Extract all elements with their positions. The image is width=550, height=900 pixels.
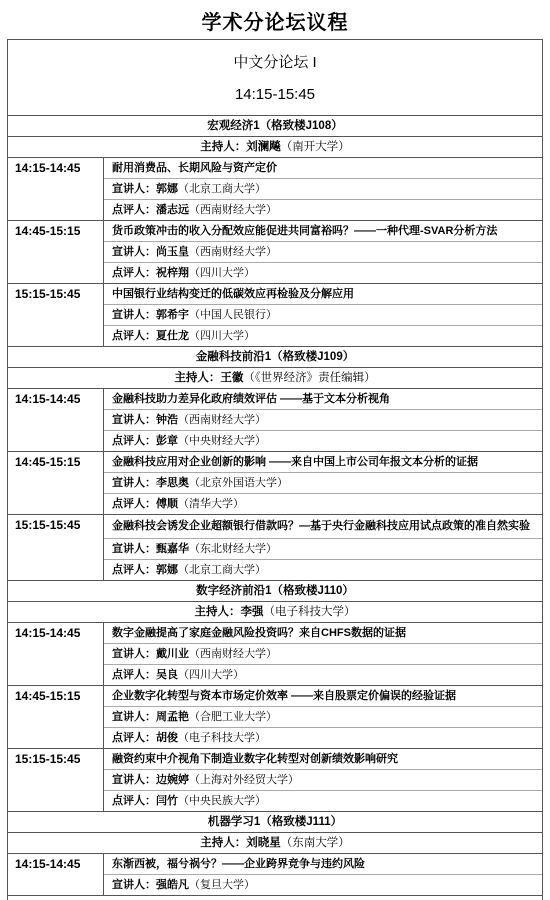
speaker-affiliation: （东北财经大学） bbox=[189, 543, 277, 555]
paper-title: 中国银行业结构变迁的低碳效应再检验及分解应用 bbox=[104, 284, 542, 305]
paper-title: 货币政策冲击的收入分配效应能促进共同富裕吗？——一种代理-SVAR分析方法 bbox=[104, 221, 542, 242]
talk-body bbox=[104, 158, 542, 220]
talk-time: 14:15-14:45 bbox=[8, 158, 104, 220]
talk-time: 15:15-15:45 bbox=[8, 749, 104, 811]
speaker-line bbox=[104, 644, 542, 665]
talk-body bbox=[104, 623, 542, 685]
discussant-name: 傅顺 bbox=[156, 498, 178, 510]
speaker-name: 甄嘉华 bbox=[156, 543, 189, 555]
discussant-name: 闫竹 bbox=[156, 795, 178, 807]
speaker-name: 周孟艳 bbox=[156, 711, 189, 723]
talk-time: 14:15-14:45 bbox=[8, 389, 104, 451]
talk-row bbox=[8, 854, 542, 896]
talk-body bbox=[104, 221, 542, 283]
talk-row bbox=[8, 284, 542, 347]
discussant-name: 潘志远 bbox=[156, 204, 189, 216]
session-host-row bbox=[8, 833, 542, 854]
discussant-name: 祝梓翔 bbox=[156, 267, 189, 279]
discussant-line bbox=[104, 263, 542, 283]
speaker-name: 李思奥 bbox=[156, 477, 189, 489]
speaker-label: 宣讲人： bbox=[112, 414, 156, 426]
speaker-name: 郭娜 bbox=[156, 183, 178, 195]
speaker-label: 宣讲人： bbox=[112, 879, 156, 891]
speaker-affiliation: （中国人民银行） bbox=[189, 309, 277, 321]
host-label: 主持人： bbox=[174, 372, 221, 384]
speaker-name: 边婉婷 bbox=[156, 774, 189, 786]
discussant-affiliation: （四川大学） bbox=[189, 330, 255, 342]
speaker-label: 宣讲人： bbox=[112, 477, 156, 489]
talk-row bbox=[8, 221, 542, 284]
forum-header bbox=[8, 40, 542, 116]
talk-time: 14:45-15:15 bbox=[8, 686, 104, 748]
speaker-line bbox=[104, 875, 542, 895]
speaker-label: 宣讲人： bbox=[112, 183, 156, 195]
talk-time: 14:15-14:45 bbox=[8, 854, 104, 895]
speaker-line bbox=[104, 539, 542, 560]
session-title: 金融科技前沿1（格致楼J109） bbox=[8, 347, 542, 368]
speaker-line bbox=[104, 410, 542, 431]
forum-time: 14:15-15:45 bbox=[234, 86, 316, 103]
discussant-line bbox=[104, 200, 542, 220]
discussant-affiliation: （西南财经大学） bbox=[189, 204, 277, 216]
discussant-label: 点评人： bbox=[112, 204, 156, 216]
host-label: 主持人： bbox=[194, 606, 241, 618]
speaker-affiliation: （西南财经大学） bbox=[189, 246, 277, 258]
paper-title: 企业数字化转型与资本市场定价效率 ——来自股票定价偏误的经验证据 bbox=[104, 686, 542, 707]
speaker-affiliation: （合肥工业大学） bbox=[189, 711, 277, 723]
speaker-affiliation: （复旦大学） bbox=[189, 879, 255, 891]
speaker-label: 宣讲人： bbox=[112, 774, 156, 786]
speaker-line bbox=[104, 242, 542, 263]
talk-row bbox=[8, 389, 542, 452]
discussant-name: 吴良 bbox=[156, 669, 178, 681]
speaker-label: 宣讲人： bbox=[112, 309, 156, 321]
discussant-line bbox=[104, 728, 542, 748]
speaker-label: 宣讲人： bbox=[112, 648, 156, 660]
agenda-table bbox=[7, 39, 543, 900]
speaker-affiliation: （北京工商大学） bbox=[178, 183, 266, 195]
session-title: 机器学习1（格致楼J111） bbox=[8, 812, 542, 833]
talk-time: 14:45-15:15 bbox=[8, 452, 104, 514]
talk-body bbox=[104, 284, 542, 346]
session-title: 宏观经济1（格致楼J108） bbox=[8, 116, 542, 137]
discussant-label: 点评人： bbox=[112, 732, 156, 744]
discussant-label: 点评人： bbox=[112, 669, 156, 681]
speaker-name: 强皓凡 bbox=[156, 879, 189, 891]
session-title: 数字经济前沿1（格致楼J110） bbox=[8, 581, 542, 602]
paper-title: 耐用消费品、长期风险与资产定价 bbox=[104, 158, 542, 179]
speaker-name: 郭希宇 bbox=[156, 309, 189, 321]
discussant-label: 点评人： bbox=[112, 330, 156, 342]
discussant-affiliation: （电子科技大学） bbox=[178, 732, 266, 744]
speaker-affiliation: （北京外国语大学） bbox=[189, 477, 288, 489]
discussant-label: 点评人： bbox=[112, 795, 156, 807]
host-affiliation: （《世界经济》责任编辑） bbox=[243, 372, 376, 384]
discussant-name: 彭章 bbox=[156, 435, 178, 447]
talk-row bbox=[8, 623, 542, 686]
talk-body bbox=[104, 389, 542, 451]
discussant-line bbox=[104, 431, 542, 451]
host-name: 刘澜飚 bbox=[246, 141, 281, 153]
discussant-label: 点评人： bbox=[112, 267, 156, 279]
host-label: 主持人： bbox=[200, 141, 247, 153]
speaker-line bbox=[104, 179, 542, 200]
host-name: 王徽 bbox=[220, 372, 244, 384]
speaker-label: 宣讲人： bbox=[112, 543, 156, 555]
talk-time: 15:15-15:45 bbox=[8, 284, 104, 346]
speaker-label: 宣讲人： bbox=[112, 711, 156, 723]
talk-row bbox=[8, 515, 542, 581]
discussant-label: 点评人： bbox=[112, 498, 156, 510]
host-affiliation: （电子科技大学） bbox=[263, 606, 356, 618]
talk-time: 14:15-14:45 bbox=[8, 623, 104, 685]
talk-row bbox=[8, 686, 542, 749]
paper-title: 数字金融提高了家庭金融风险投资吗？来自CHFS数据的证据 bbox=[104, 623, 542, 644]
talk-body bbox=[104, 686, 542, 748]
discussant-affiliation: （中央财经大学） bbox=[178, 435, 266, 447]
speaker-line bbox=[104, 707, 542, 728]
discussant-line bbox=[104, 665, 542, 685]
paper-title: 金融科技助力差异化政府绩效评估 ——基于文本分析视角 bbox=[104, 389, 542, 410]
discussant-affiliation: （四川大学） bbox=[178, 669, 244, 681]
host-name: 李强 bbox=[240, 606, 264, 618]
discussant-line bbox=[104, 791, 542, 811]
speaker-line bbox=[104, 473, 542, 494]
host-affiliation: （东南大学） bbox=[280, 837, 350, 849]
speaker-name: 戴川业 bbox=[156, 648, 189, 660]
talk-body bbox=[104, 515, 542, 580]
discussant-label: 点评人： bbox=[112, 564, 156, 576]
sessions-container bbox=[8, 116, 542, 896]
session-host-row bbox=[8, 368, 542, 389]
discussant-label: 点评人： bbox=[112, 435, 156, 447]
talk-time: 15:15-15:45 bbox=[8, 515, 104, 580]
discussant-line bbox=[104, 560, 542, 580]
speaker-name: 钟浩 bbox=[156, 414, 178, 426]
discussant-name: 夏仕龙 bbox=[156, 330, 189, 342]
talk-body bbox=[104, 749, 542, 811]
paper-title: 东渐西被，福兮祸兮？——企业跨界竞争与违约风险 bbox=[104, 854, 542, 875]
speaker-affiliation: （西南财经大学） bbox=[178, 414, 266, 426]
discussant-name: 郭娜 bbox=[156, 564, 178, 576]
speaker-name: 尚玉皇 bbox=[156, 246, 189, 258]
discussant-affiliation: （四川大学） bbox=[189, 267, 255, 279]
discussant-line bbox=[104, 494, 542, 514]
speaker-label: 宣讲人： bbox=[112, 246, 156, 258]
session-host-row bbox=[8, 137, 542, 158]
talk-row bbox=[8, 749, 542, 812]
talk-body bbox=[104, 452, 542, 514]
talk-row bbox=[8, 158, 542, 221]
host-label: 主持人： bbox=[200, 837, 247, 849]
discussant-name: 胡俊 bbox=[156, 732, 178, 744]
host-name: 刘晓星 bbox=[246, 837, 281, 849]
speaker-affiliation: （西南财经大学） bbox=[189, 648, 277, 660]
speaker-affiliation: （上海对外经贸大学） bbox=[189, 774, 299, 786]
forum-name: 中文分论坛 I bbox=[233, 54, 317, 71]
speaker-line bbox=[104, 770, 542, 791]
discussant-line bbox=[104, 326, 542, 346]
paper-title: 融资约束中介视角下制造业数字化转型对创新绩效影响研究 bbox=[104, 749, 542, 770]
talk-time: 14:45-15:15 bbox=[8, 221, 104, 283]
discussant-affiliation: （中央民族大学） bbox=[178, 795, 266, 807]
discussant-affiliation: （清华大学） bbox=[178, 498, 244, 510]
session-host-row bbox=[8, 602, 542, 623]
page-title: 学术分论坛议程 bbox=[201, 12, 349, 34]
discussant-affiliation: （北京工商大学） bbox=[178, 564, 266, 576]
host-affiliation: （南开大学） bbox=[280, 141, 350, 153]
paper-title: 金融科技应用对企业创新的影响 ——来自中国上市公司年报文本分析的证据 bbox=[104, 452, 542, 473]
speaker-line bbox=[104, 305, 542, 326]
paper-title: 金融科技会诱发企业超额银行借款吗？—基于央行金融科技应用试点政策的准自然实验 bbox=[104, 515, 542, 539]
talk-row bbox=[8, 452, 542, 515]
